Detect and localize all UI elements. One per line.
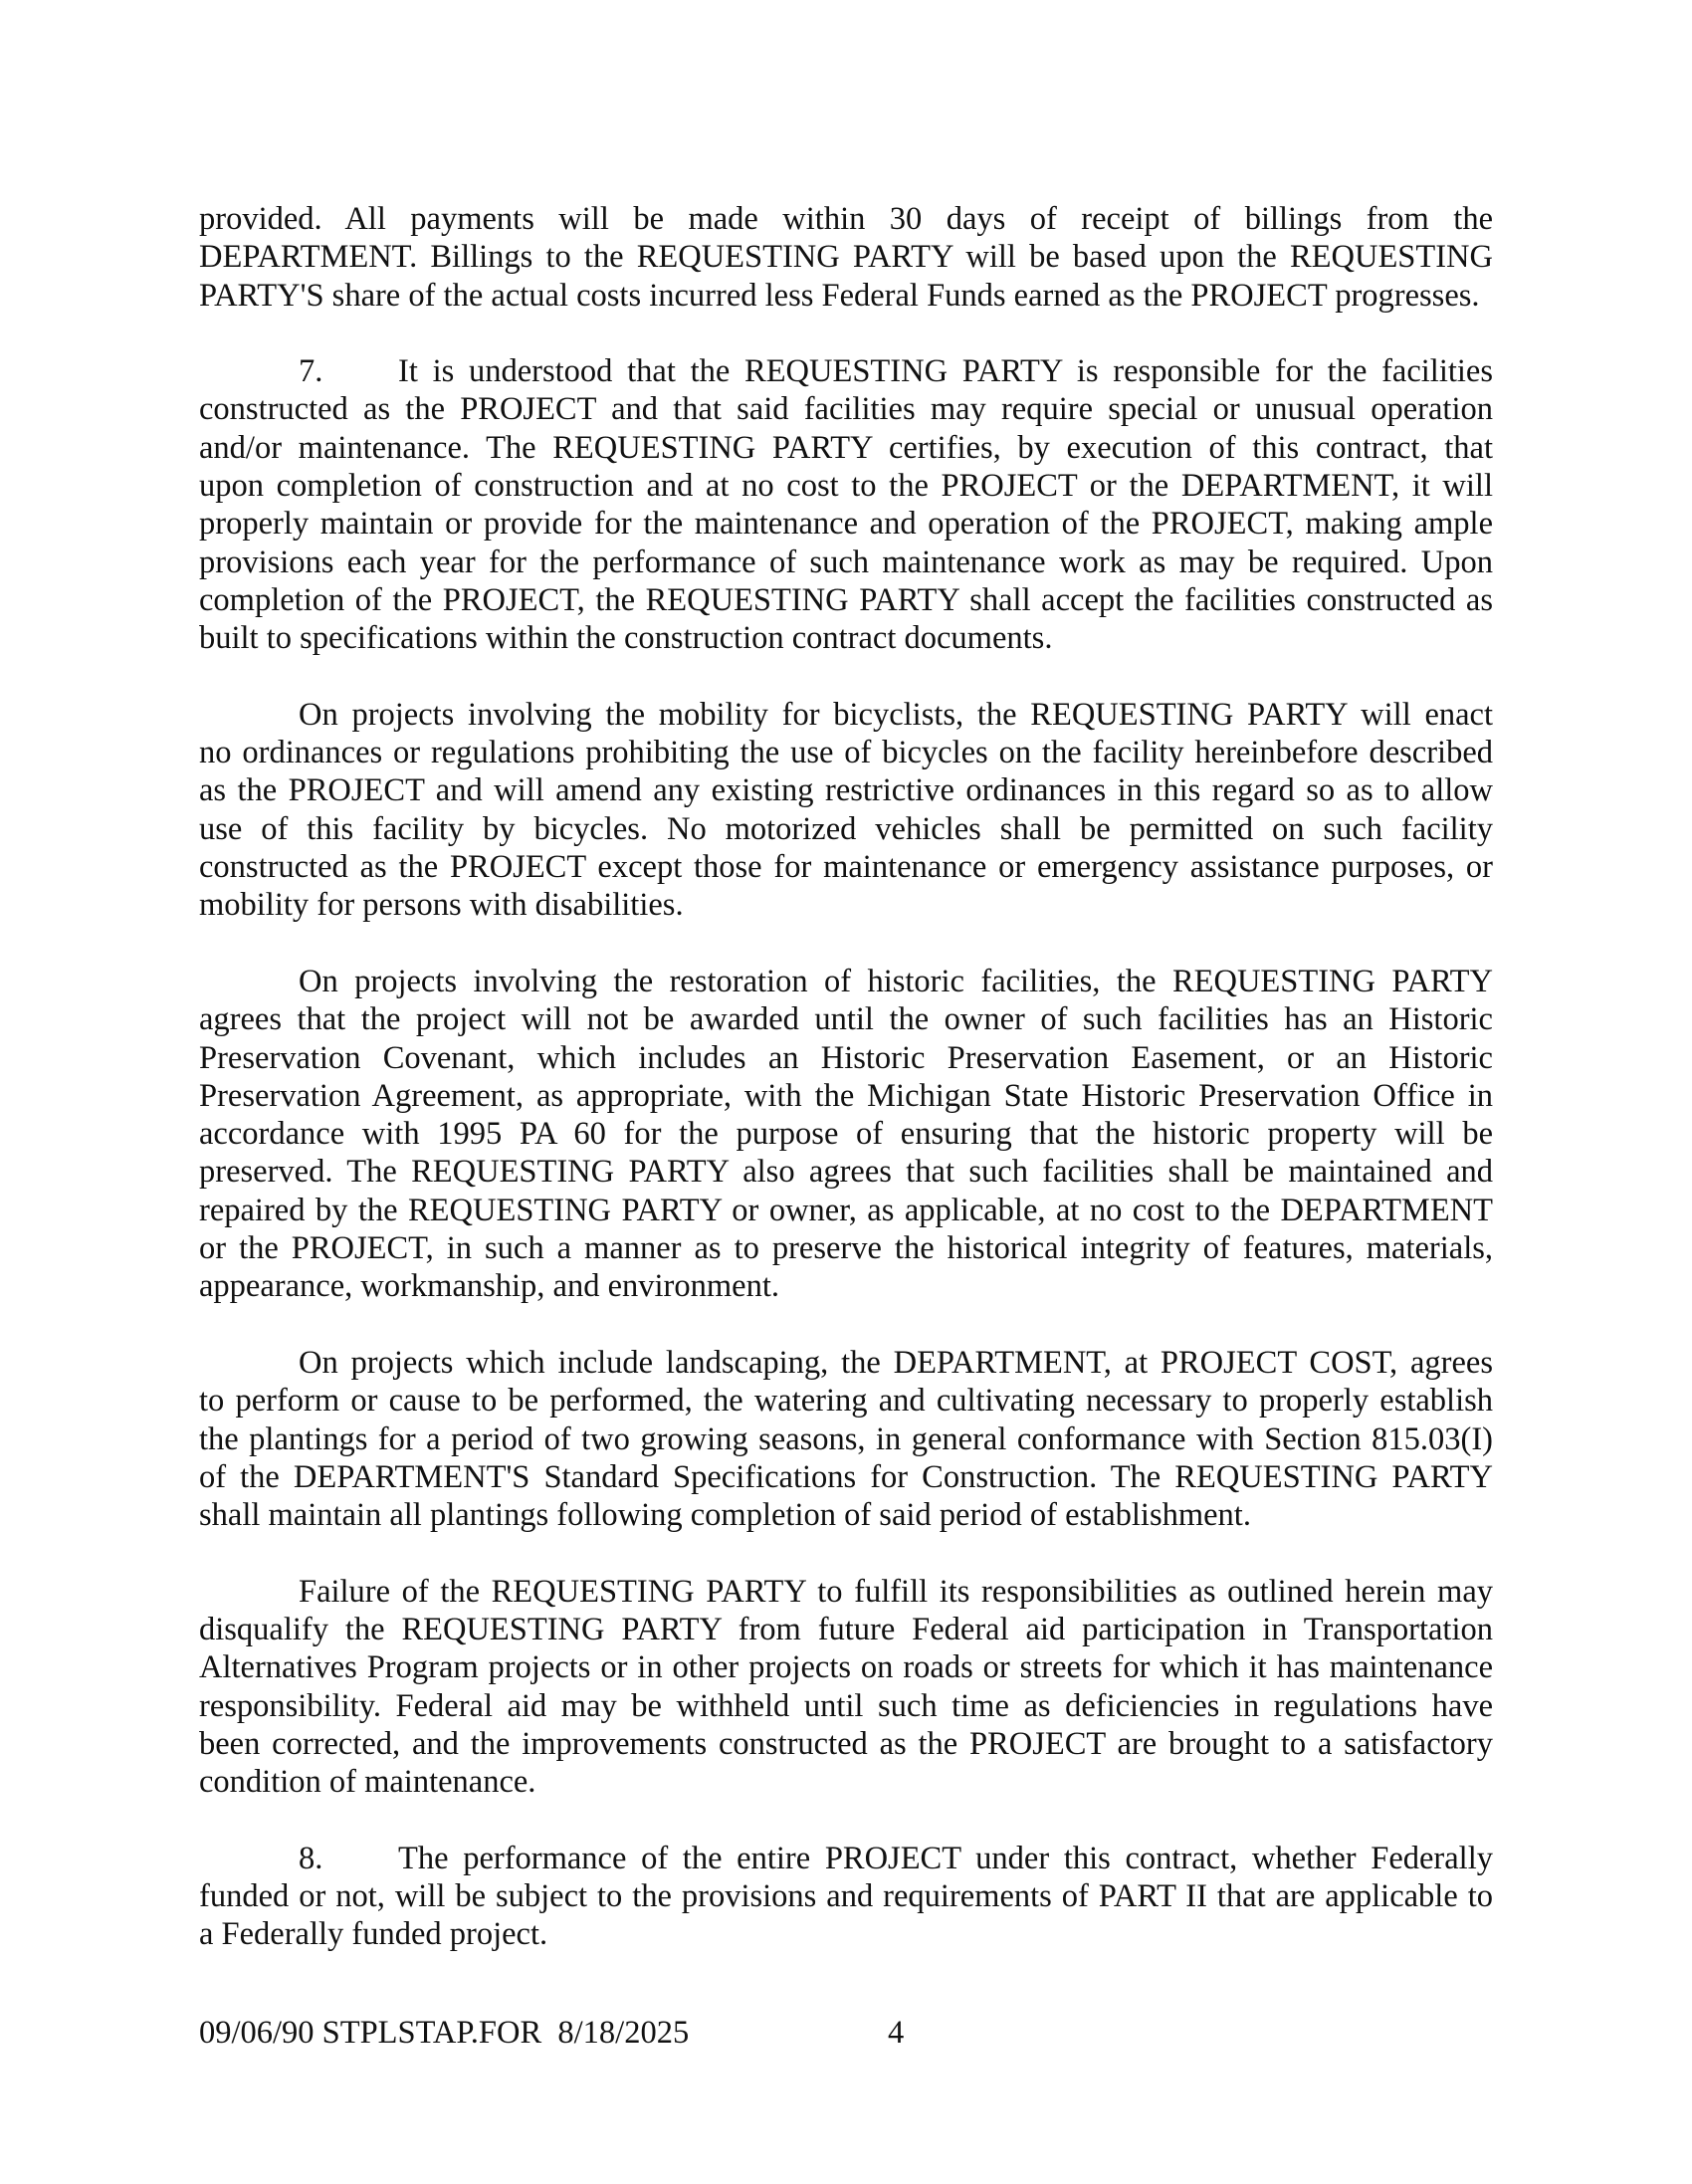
paragraph-failure-to-fulfill (199, 1573, 1493, 1802)
paragraph-line (199, 238, 1493, 276)
paragraph-line (199, 734, 1493, 771)
paragraph-line (199, 886, 1493, 924)
line-text: no ordinances or regulations prohibiting the use of bicycles on the facility hereinbefore described (199, 735, 1493, 771)
paragraph-line (199, 963, 1493, 1000)
line-text: It is understood that the REQUESTING PARTY is responsible for the facilities (398, 353, 1493, 390)
paragraph-line (199, 544, 1493, 581)
section-number: 7. (299, 353, 323, 390)
line-text: constructed as the PROJECT and that said facilities may require special or unusual operation (199, 391, 1493, 428)
paragraph-line (199, 1611, 1493, 1648)
page-footer (199, 2014, 1493, 2052)
line-text: and/or maintenance. The REQUESTING PARTY certifies, by execution of this contract, that (199, 429, 1493, 466)
line-text: or the PROJECT, in such a manner as to preserve the historical integrity of features, materials, (199, 1230, 1493, 1267)
line-text: repaired by the REQUESTING PARTY or owner, as applicable, at no cost to the DEPARTMENT (199, 1192, 1493, 1228)
page-number: 4 (888, 2015, 905, 2051)
line-text: use of this facility by bicycles. No motorized vehicles shall be permitted on such facility (199, 810, 1493, 847)
paragraph-line (199, 1229, 1493, 1267)
paragraph-landscaping (199, 1344, 1493, 1534)
footer-form-id: 09/06/90 STPLSTAP.FOR 8/18/2025 (199, 2015, 690, 2051)
paragraph-bicyclists (199, 696, 1493, 925)
line-text: Preservation Agreement, as appropriate, with the Michigan State Historic Preservation Office in (199, 1077, 1493, 1114)
line-text: Preservation Covenant, which includes an Historic Preservation Easement, or an Historic (199, 1039, 1493, 1076)
paragraph-line (199, 696, 1493, 734)
paragraph-line (199, 277, 1493, 315)
paragraph-line (199, 390, 1493, 428)
line-text: condition of maintenance. (199, 1764, 536, 1801)
line-text: of the DEPARTMENT'S Standard Specifications for Construction. The REQUESTING PARTY (199, 1458, 1493, 1495)
line-text: upon completion of construction and at no cost to the PROJECT or the DEPARTMENT, it will (199, 468, 1493, 505)
paragraph-line (199, 1267, 1493, 1305)
line-text: provisions each year for the performance of such maintenance work as may be required. Upon (199, 544, 1493, 580)
paragraph-line (199, 1458, 1493, 1496)
paragraph-payments-continued (199, 200, 1493, 315)
section-number: 8. (299, 1840, 323, 1876)
paragraph-line (199, 1115, 1493, 1153)
line-text: On projects involving the mobility for bicyclists, the REQUESTING PARTY will enact (299, 696, 1493, 733)
line-text: shall maintain all plantings following completion of said period of establishment. (199, 1497, 1251, 1534)
paragraph-line (199, 1915, 1493, 1953)
line-text: appearance, workmanship, and environment. (199, 1268, 779, 1305)
line-text: On projects which include landscaping, the DEPARTMENT, at PROJECT COST, agrees (299, 1344, 1493, 1381)
line-text: Alternatives Program projects or in other projects on roads or streets for which it has maintenance (199, 1649, 1493, 1686)
line-text: responsibility. Federal aid may be withheld until such time as deficiencies in regulations have (199, 1687, 1493, 1724)
line-text: funded or not, will be subject to the provisions and requirements of PART II that are applicable to (199, 1878, 1493, 1915)
paragraph-line (199, 1573, 1493, 1611)
document-body (199, 200, 1493, 1992)
line-text: DEPARTMENT. Billings to the REQUESTING PARTY will be based upon the REQUESTING (199, 239, 1493, 276)
paragraph-line (199, 1039, 1493, 1077)
line-text: disqualify the REQUESTING PARTY from future Federal aid participation in Transportation (199, 1611, 1493, 1647)
paragraph-line (199, 848, 1493, 886)
paragraph-line (199, 810, 1493, 848)
paragraph-line (199, 1344, 1493, 1382)
line-text: as the PROJECT and will amend any existing restrictive ordinances in this regard so as to allow (199, 772, 1493, 809)
paragraph-line (199, 581, 1493, 619)
line-text: Failure of the REQUESTING PARTY to fulfill its responsibilities as outlined herein may (299, 1573, 1493, 1610)
paragraph-line (199, 1420, 1493, 1458)
line-text: been corrected, and the improvements constructed as the PROJECT are brought to a satisfactory (199, 1725, 1493, 1762)
paragraph-line (199, 200, 1493, 238)
line-text: built to specifications within the construction contract documents. (199, 620, 1053, 657)
paragraph-line (199, 1077, 1493, 1115)
paragraph-line (199, 467, 1493, 505)
paragraph-line (199, 771, 1493, 809)
line-text: to perform or cause to be performed, the watering and cultivating necessary to properly establish (199, 1383, 1493, 1420)
line-text: completion of the PROJECT, the REQUESTING PARTY shall accept the facilities constructed as (199, 581, 1493, 618)
line-text: On projects involving the restoration of historic facilities, the REQUESTING PARTY (299, 963, 1493, 999)
paragraph-line (199, 1153, 1493, 1191)
line-text: properly maintain or provide for the maintenance and operation of the PROJECT, making ample (199, 506, 1493, 543)
paragraph-line (199, 1877, 1493, 1915)
paragraph-section-7 (199, 352, 1493, 657)
line-text: preserved. The REQUESTING PARTY also agrees that such facilities shall be maintained and (199, 1154, 1493, 1191)
paragraph-line (199, 1000, 1493, 1038)
line-text: the plantings for a period of two growing seasons, in general conformance with Section 815.03(I) (199, 1420, 1493, 1457)
paragraph-line (199, 1496, 1493, 1534)
paragraph-line (199, 352, 1493, 390)
line-text: a Federally funded project. (199, 1916, 548, 1953)
line-text: constructed as the PROJECT except those for maintenance or emergency assistance purposes, or (199, 849, 1493, 886)
line-text: The performance of the entire PROJECT under this contract, whether Federally (398, 1840, 1493, 1876)
line-text: accordance with 1995 PA 60 for the purpose of ensuring that the historic property will be (199, 1116, 1493, 1153)
paragraph-line (199, 505, 1493, 543)
paragraph-line (199, 429, 1493, 467)
paragraph-line (199, 619, 1493, 657)
paragraph-line (199, 1725, 1493, 1763)
line-text: mobility for persons with disabilities. (199, 887, 684, 924)
paragraph-line (199, 1192, 1493, 1229)
paragraph-line (199, 1382, 1493, 1420)
paragraph-line (199, 1840, 1493, 1877)
paragraph-line (199, 1648, 1493, 1686)
paragraph-line (199, 1687, 1493, 1725)
line-text: agrees that the project will not be awarded until the owner of such facilities has an Historic (199, 1001, 1493, 1038)
paragraph-section-8 (199, 1840, 1493, 1954)
line-text: PARTY'S share of the actual costs incurred less Federal Funds earned as the PROJECT progresses. (199, 277, 1480, 314)
paragraph-line (199, 1763, 1493, 1801)
line-text: provided. All payments will be made within 30 days of receipt of billings from the (199, 201, 1493, 237)
paragraph-historic-facilities (199, 963, 1493, 1306)
